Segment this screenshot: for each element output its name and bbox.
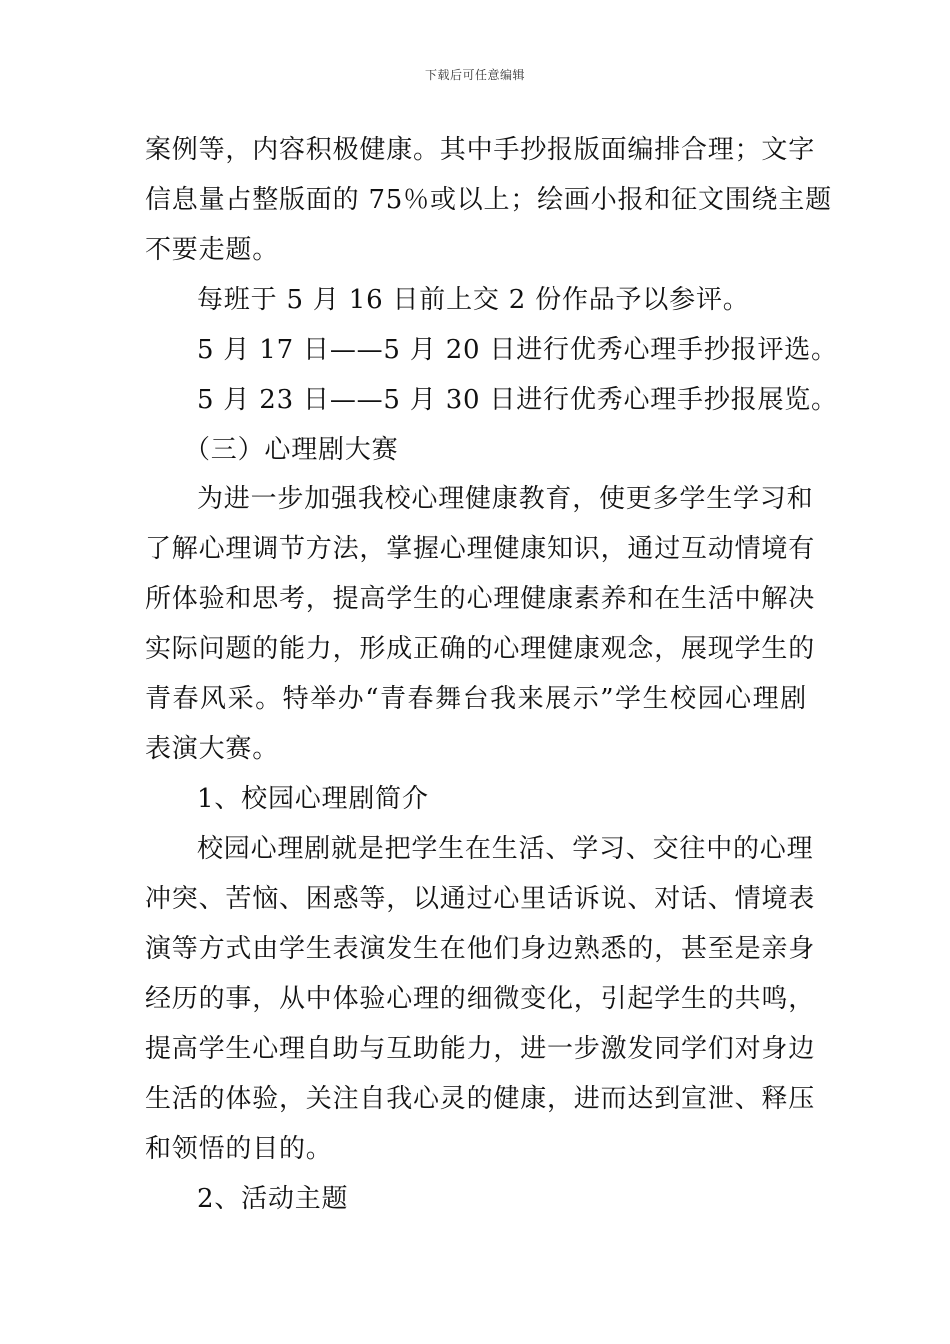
- body-text-line: 案例等，内容积极健康。其中手抄报版面编排合理；文字: [145, 135, 816, 165]
- body-text-line: 和领悟的目的。: [145, 1134, 333, 1164]
- body-text-line: 提高学生心理自助与互助能力，进一步激发同学们对身边: [145, 1034, 816, 1064]
- body-text-line: 信息量占整版面的 75％或以上；绘画小报和征文围绕主题: [145, 185, 832, 215]
- subsection-heading: 2、活动主题: [197, 1184, 349, 1214]
- page-header-note: 下载后可任意编辑: [424, 68, 525, 82]
- body-text-line: 不要走题。: [145, 235, 280, 265]
- submission-deadline-line: 每班于 5 月 16 日前上交 2 份作品予以参评。: [197, 285, 750, 315]
- body-text-line: 生活的体验，关注自我心灵的健康，进而达到宣泄、释压: [145, 1084, 816, 1114]
- evaluation-schedule-line: 5 月 17 日——5 月 20 日进行优秀心理手抄报评选。: [197, 335, 838, 365]
- body-text-line: 实际问题的能力，形成正确的心理健康观念，展现学生的: [145, 634, 816, 664]
- body-text-line: 为进一步加强我校心理健康教育，使更多学生学习和: [197, 484, 814, 514]
- exhibition-schedule-line: 5 月 23 日——5 月 30 日进行优秀心理手抄报展览。: [197, 385, 838, 415]
- section-heading: （三）心理剧大赛: [184, 435, 399, 465]
- body-text-line: 青春风采。特举办“青春舞台我来展示”学生校园心理剧: [145, 684, 807, 714]
- body-text-line: 表演大赛。: [145, 734, 280, 764]
- body-text-line: 经历的事，从中体验心理的细微变化，引起学生的共鸣，: [145, 984, 816, 1014]
- body-text-line: 了解心理调节方法，掌握心理健康知识，通过互动情境有: [145, 534, 816, 564]
- subsection-heading: 1、校园心理剧简介: [197, 784, 429, 814]
- body-text-line: 校园心理剧就是把学生在生活、学习、交往中的心理: [197, 834, 814, 864]
- body-text-line: 冲突、苦恼、困惑等，以通过心里话诉说、对话、情境表: [145, 884, 816, 914]
- body-text-line: 所体验和思考，提高学生的心理健康素养和在生活中解决: [145, 584, 816, 614]
- body-text-line: 演等方式由学生表演发生在他们身边熟悉的，甚至是亲身: [145, 934, 816, 964]
